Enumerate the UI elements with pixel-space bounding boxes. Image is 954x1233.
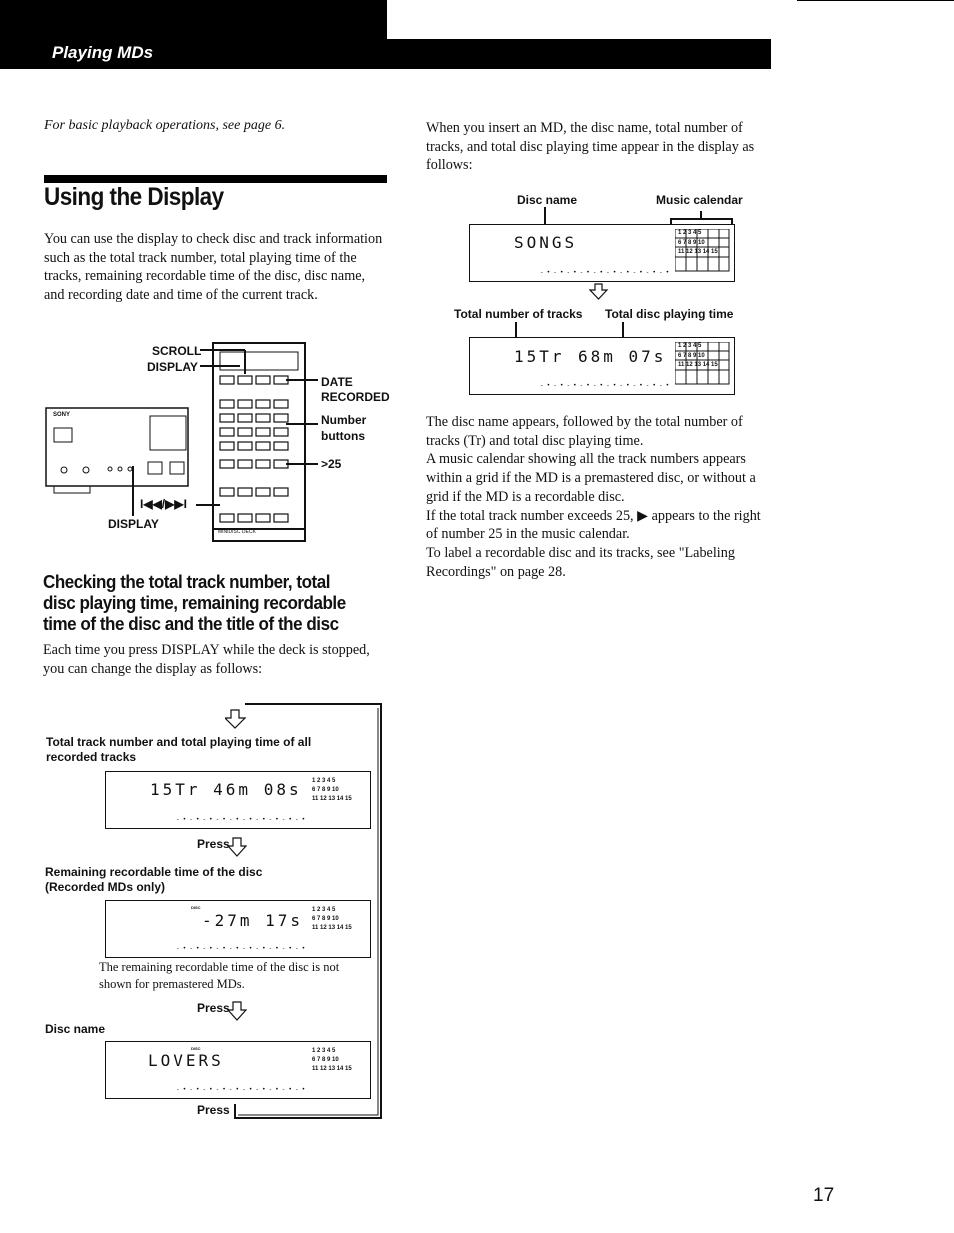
description-line-2: A music calendar showing all the track numbers appears within a grid if the MD is a premastered disc, or without a grid if the MD is a recordable disc.: [426, 451, 756, 505]
calendar-row2: 6 7 8 9 10: [312, 1057, 339, 1063]
subsection-heading: Checking the total track number, total disc playing time, remaining recordable time of the disc and the title of the disc: [43, 571, 346, 634]
track-dots: -•-•-•-•-•-•-•-•-•-•: [176, 1086, 309, 1093]
track-dots: -•-•-•-•-•-•-•-•-•-•: [540, 269, 673, 276]
display-description: [426, 413, 771, 581]
label-date: DATE: [321, 375, 353, 389]
lcd-step3-text: LOVERS: [148, 1051, 224, 1070]
remote-deck-illustration: [40, 338, 390, 548]
step2-note: The remaining recordable time of the disc is not shown for premastered MDs.: [99, 960, 340, 991]
down-arrow-icon: [227, 1000, 247, 1022]
calendar-row1: 1 2 3 4 5: [312, 907, 336, 913]
label-display-top: DISPLAY: [147, 360, 198, 374]
right-intro: When you insert an MD, the disc name, total number of tracks, and total disc playing time appear in the display as follows:: [426, 120, 755, 174]
calendar-row3: 11 12 13 14 15: [678, 362, 718, 368]
label-buttons: buttons: [321, 429, 365, 443]
calendar-r1: [678, 229, 718, 258]
instruction-paragraph: Each time you press DISPLAY while the deck is stopped, you can change the display as follows:: [43, 642, 370, 677]
calendar-row3: 11 12 13 14 15: [312, 925, 352, 931]
down-arrow-icon: [227, 836, 247, 858]
description-line-1: The disc name appears, followed by the total number of tracks (Tr) and total disc playing time.: [426, 414, 743, 449]
calendar-step1: [312, 777, 352, 804]
description-line-4: To label a recordable disc and its tracks, see "Labeling Recordings" on page 28.: [426, 544, 735, 580]
label-number: Number: [321, 413, 367, 427]
down-arrow-icon: [589, 283, 609, 301]
lcd-tracks-text: 15Tr: [514, 347, 565, 366]
lcd-step2-text: -27m 17s: [202, 911, 304, 930]
calendar-row2: 6 7 8 9 10: [678, 352, 705, 359]
lcd-step1-text: 15Tr 46m 08s: [150, 780, 302, 799]
press-label-1: Press: [197, 837, 230, 851]
deck-label: MINIDISC DECK: [218, 529, 256, 535]
label-total-tracks: Total number of tracks: [454, 307, 583, 321]
calendar-row2: 6 7 8 9 10: [312, 787, 339, 793]
calendar-row3: 11 12 13 14 15: [312, 1066, 352, 1072]
calendar-row1: 1 2 3 4 5: [312, 1048, 336, 1054]
lcd-songs-text: SONGS: [514, 233, 578, 252]
label-recorded: RECORDED: [321, 390, 390, 404]
calendar-step3: [312, 1047, 352, 1074]
sony-logo: SONY: [53, 412, 71, 418]
calendar-row2: 6 7 8 9 10: [678, 239, 705, 246]
track-dots: -•-•-•-•-•-•-•-•-•-•: [176, 945, 309, 952]
lcd-time-text: 68m 07s: [578, 347, 667, 366]
calendar-row2: 6 7 8 9 10: [312, 916, 339, 922]
lcd-disc-name: [469, 224, 735, 282]
intro-paragraph: You can use the display to check disc and track information such as the total track number, total playing time of the tracks, remaining recordable time of the disc, disc name, and recording date and time of the current track.: [44, 231, 383, 304]
calendar-step2: [312, 906, 352, 933]
page-title: Using the Display: [44, 183, 224, 211]
calendar-row3: 11 12 13 14 15: [312, 796, 352, 802]
press-label-2: Press: [197, 1001, 230, 1015]
label-disc-name: Disc name: [517, 193, 578, 207]
calendar-row1: 1 2 3 4 5: [312, 778, 336, 784]
lcd-step1: [105, 771, 371, 829]
calendar-row1: 1 2 3 4 5: [678, 230, 702, 236]
label-music-calendar: Music calendar: [656, 193, 743, 207]
calendar-r2: [678, 342, 718, 371]
label-total-time: Total disc playing time: [605, 307, 734, 321]
track-dots: -•-•-•-•-•-•-•-•-•-•: [176, 816, 309, 823]
top-rule: [797, 0, 954, 1]
disc-tag: DISC: [191, 905, 201, 910]
section-title-header: Playing MDs: [52, 43, 154, 62]
step3-label: Disc name: [45, 1022, 106, 1036]
calendar-row3: 11 12 13 14 15: [678, 249, 718, 255]
press-label-3: Press: [197, 1103, 230, 1117]
disc-tag: DISC: [191, 1046, 201, 1051]
step2-label: Remaining recordable time of the disc (Recorded MDs only): [45, 865, 263, 894]
track-dots: -•-•-•-•-•-•-•-•-•-•: [540, 382, 673, 389]
label-over-25: >25: [321, 457, 342, 471]
description-line-3: If the total track number exceeds 25, ▶ appears to the right of number 25 in the music calendar.: [426, 507, 761, 543]
calendar-row1: 1 2 3 4 5: [678, 343, 702, 349]
lcd-totals: [469, 337, 735, 395]
label-skip: I◀◀/▶▶I: [140, 497, 187, 511]
header-tab-block: [0, 0, 387, 39]
basic-operations-note: For basic playback operations, see page 6.: [44, 118, 286, 133]
label-scroll: SCROLL: [152, 344, 202, 358]
section-divider: [44, 175, 387, 183]
lcd-step3: [105, 1041, 371, 1099]
label-display-bottom: DISPLAY: [108, 517, 159, 531]
page-number: 17: [813, 1185, 835, 1206]
lcd-step2: [105, 900, 371, 958]
step1-label: Total track number and total playing time of all recorded tracks: [46, 735, 312, 764]
